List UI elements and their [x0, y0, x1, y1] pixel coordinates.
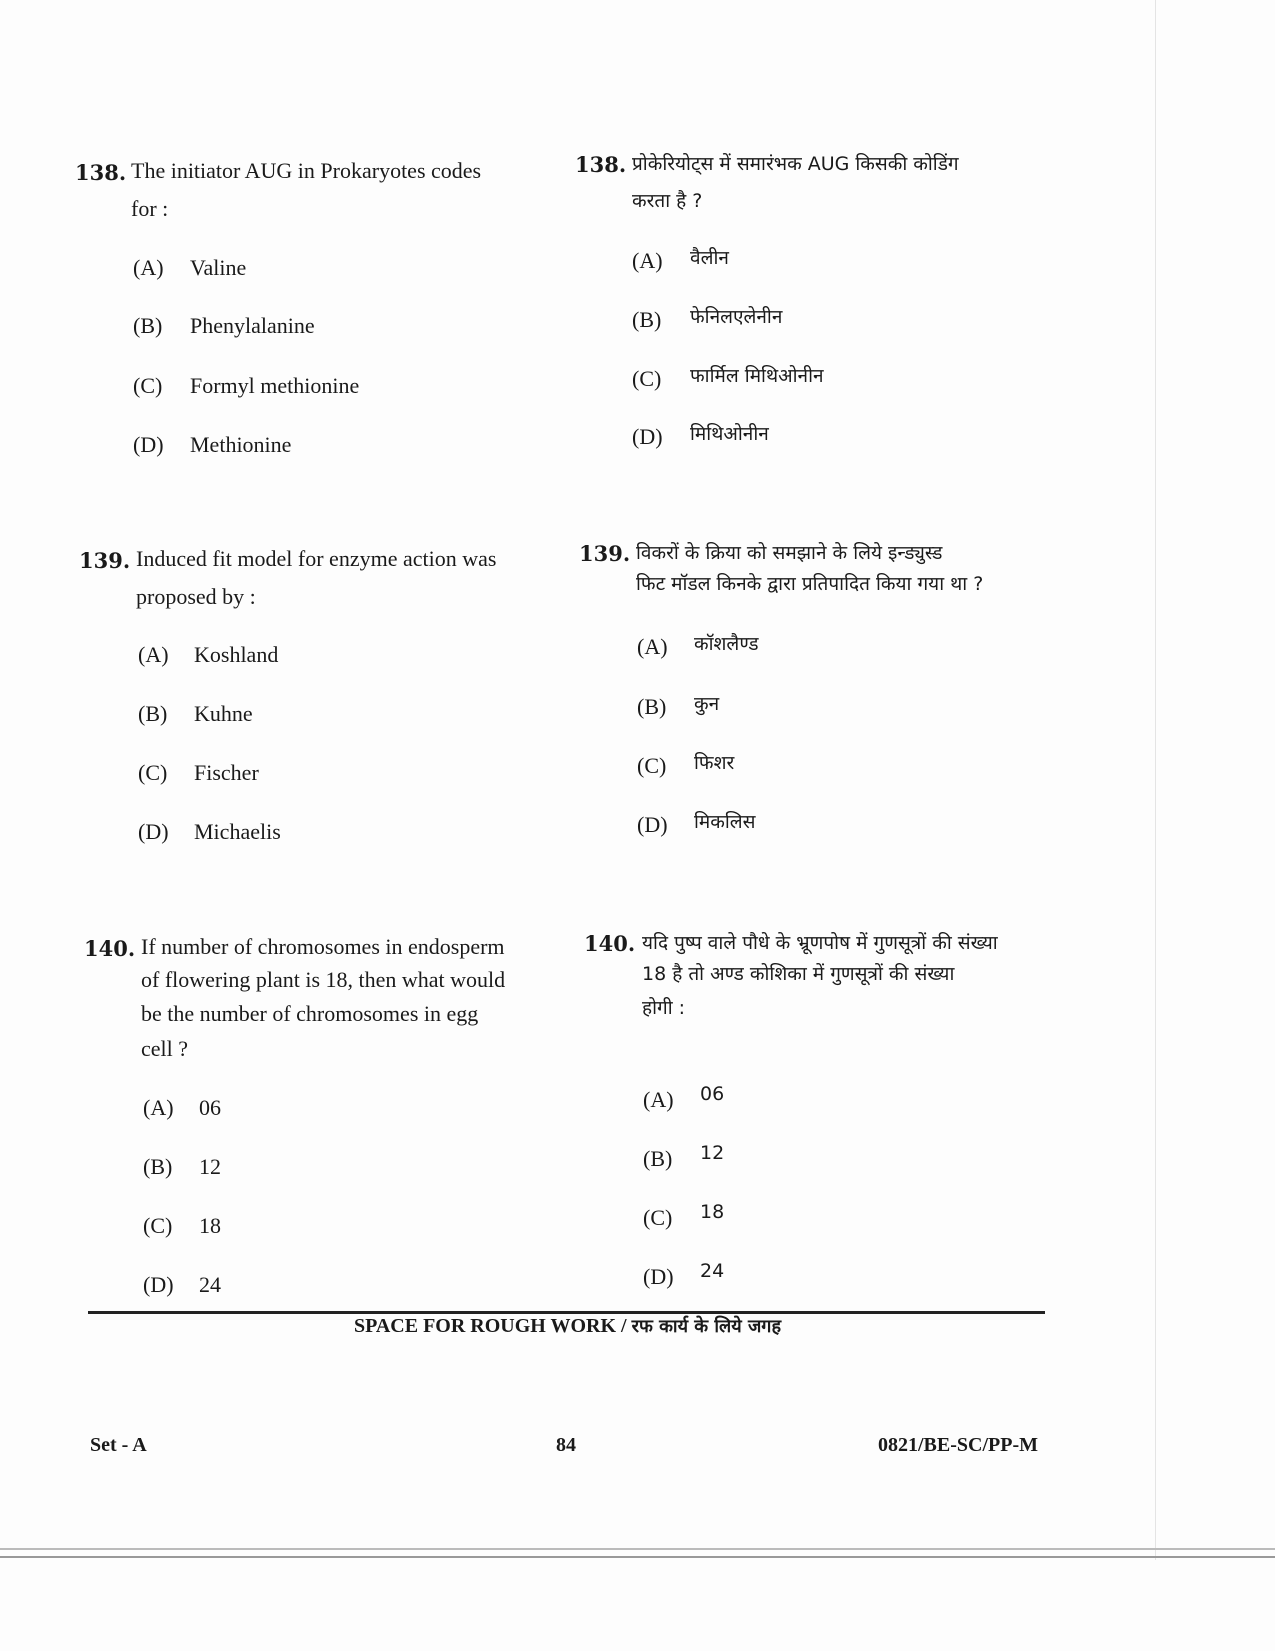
- option-text: 12: [700, 1142, 725, 1164]
- option-label: (B): [143, 1154, 173, 1179]
- option-label: (C): [632, 366, 662, 391]
- question-text: cell ?: [141, 1036, 189, 1061]
- scan-edge: [0, 1548, 1275, 1550]
- option-text: Fischer: [194, 760, 259, 785]
- option-text: फार्मिल मिथिओनीन: [690, 365, 824, 387]
- option-text: 06: [199, 1095, 221, 1120]
- option-text: Valine: [190, 255, 247, 280]
- option-label: (A): [643, 1087, 674, 1112]
- rough-work-heading: [0, 1314, 1135, 1338]
- option-label: (B): [637, 694, 667, 719]
- option-text: 18: [199, 1213, 221, 1238]
- scan-edge: [0, 1556, 1275, 1558]
- question-text: यदि पुष्प वाले पौधे के भ्रूणपोष में गुणसूत्रों की संख्या: [642, 932, 998, 954]
- rough-work-hi: रफ कार्य के लिये जगह: [631, 1316, 782, 1337]
- option-text: Michaelis: [194, 819, 281, 844]
- question-text: of flowering plant is 18, then what would: [141, 967, 506, 992]
- set-label: Set - A: [90, 1434, 147, 1456]
- question-number: 140.: [584, 931, 636, 956]
- option-label: (B): [138, 701, 168, 726]
- option-text: मिकलिस: [694, 811, 756, 833]
- option-text: 06: [700, 1083, 725, 1105]
- option-label: (B): [643, 1146, 673, 1171]
- option-label: (D): [643, 1264, 674, 1289]
- option-label: (A): [143, 1095, 174, 1120]
- option-label: (B): [133, 313, 163, 338]
- option-text: 18: [700, 1201, 725, 1223]
- option-label: (D): [632, 424, 663, 449]
- option-text: 24: [700, 1260, 725, 1282]
- option-text: Formyl methionine: [190, 373, 360, 398]
- option-text: कॉशलैण्ड: [694, 633, 759, 655]
- option-label: (C): [637, 753, 667, 778]
- option-label: (D): [138, 819, 169, 844]
- option-label: (A): [637, 634, 668, 659]
- option-text: Phenylalanine: [190, 313, 315, 338]
- question-number: 139.: [579, 541, 631, 566]
- option-text: 12: [199, 1154, 221, 1179]
- question-text: होगी :: [642, 997, 686, 1019]
- question-text: प्रोकेरियोट्स में समारंभक AUG किसकी कोडिंग: [632, 153, 959, 175]
- question-number: 139.: [79, 548, 131, 573]
- option-text: मिथिओनीन: [690, 423, 769, 445]
- option-label: (C): [138, 760, 168, 785]
- option-label: (C): [643, 1205, 673, 1230]
- option-text: फिशर: [694, 752, 735, 774]
- option-text: कुन: [694, 693, 720, 715]
- option-label: (D): [133, 432, 164, 457]
- question-text: करता है ?: [632, 190, 703, 212]
- option-text: फेनिलएलेनीन: [690, 306, 783, 328]
- question-number: 140.: [84, 936, 136, 961]
- page-number: 84: [556, 1434, 576, 1456]
- option-text: Methionine: [190, 432, 292, 457]
- question-number: 138.: [575, 152, 627, 177]
- question-text: फिट मॉडल किनके द्वारा प्रतिपादित किया गया था ?: [636, 573, 984, 595]
- question-text: विकरों के क्रिया को समझाने के लिये इन्ड्युस्ड: [636, 542, 943, 564]
- question-text: be the number of chromosomes in egg: [141, 1001, 479, 1026]
- question-text: If number of chromosomes in endosperm: [141, 934, 505, 959]
- question-text: The initiator AUG in Prokaryotes codes: [131, 158, 482, 183]
- paper-code: 0821/BE-SC/PP-M: [878, 1434, 1038, 1456]
- question-text: Induced fit model for enzyme action was: [136, 546, 497, 571]
- option-label: (A): [133, 255, 164, 280]
- option-label: (A): [138, 642, 169, 667]
- option-label: (A): [632, 248, 663, 273]
- option-label: (D): [637, 812, 668, 837]
- option-label: (B): [632, 307, 662, 332]
- option-label: (D): [143, 1272, 174, 1297]
- option-text: Kuhne: [194, 701, 253, 726]
- question-text: for :: [131, 196, 169, 221]
- question-text: 18 है तो अण्ड कोशिका में गुणसूत्रों की संख्या: [642, 963, 955, 985]
- rough-work-en: SPACE FOR ROUGH WORK /: [353, 1315, 627, 1337]
- option-label: (C): [143, 1213, 173, 1238]
- question-text: proposed by :: [136, 584, 256, 609]
- option-label: (C): [133, 373, 163, 398]
- option-text: Koshland: [194, 642, 279, 667]
- question-number: 138.: [75, 160, 127, 185]
- option-text: 24: [199, 1272, 221, 1297]
- option-text: वैलीन: [690, 247, 729, 269]
- page-edge: [1155, 0, 1156, 1560]
